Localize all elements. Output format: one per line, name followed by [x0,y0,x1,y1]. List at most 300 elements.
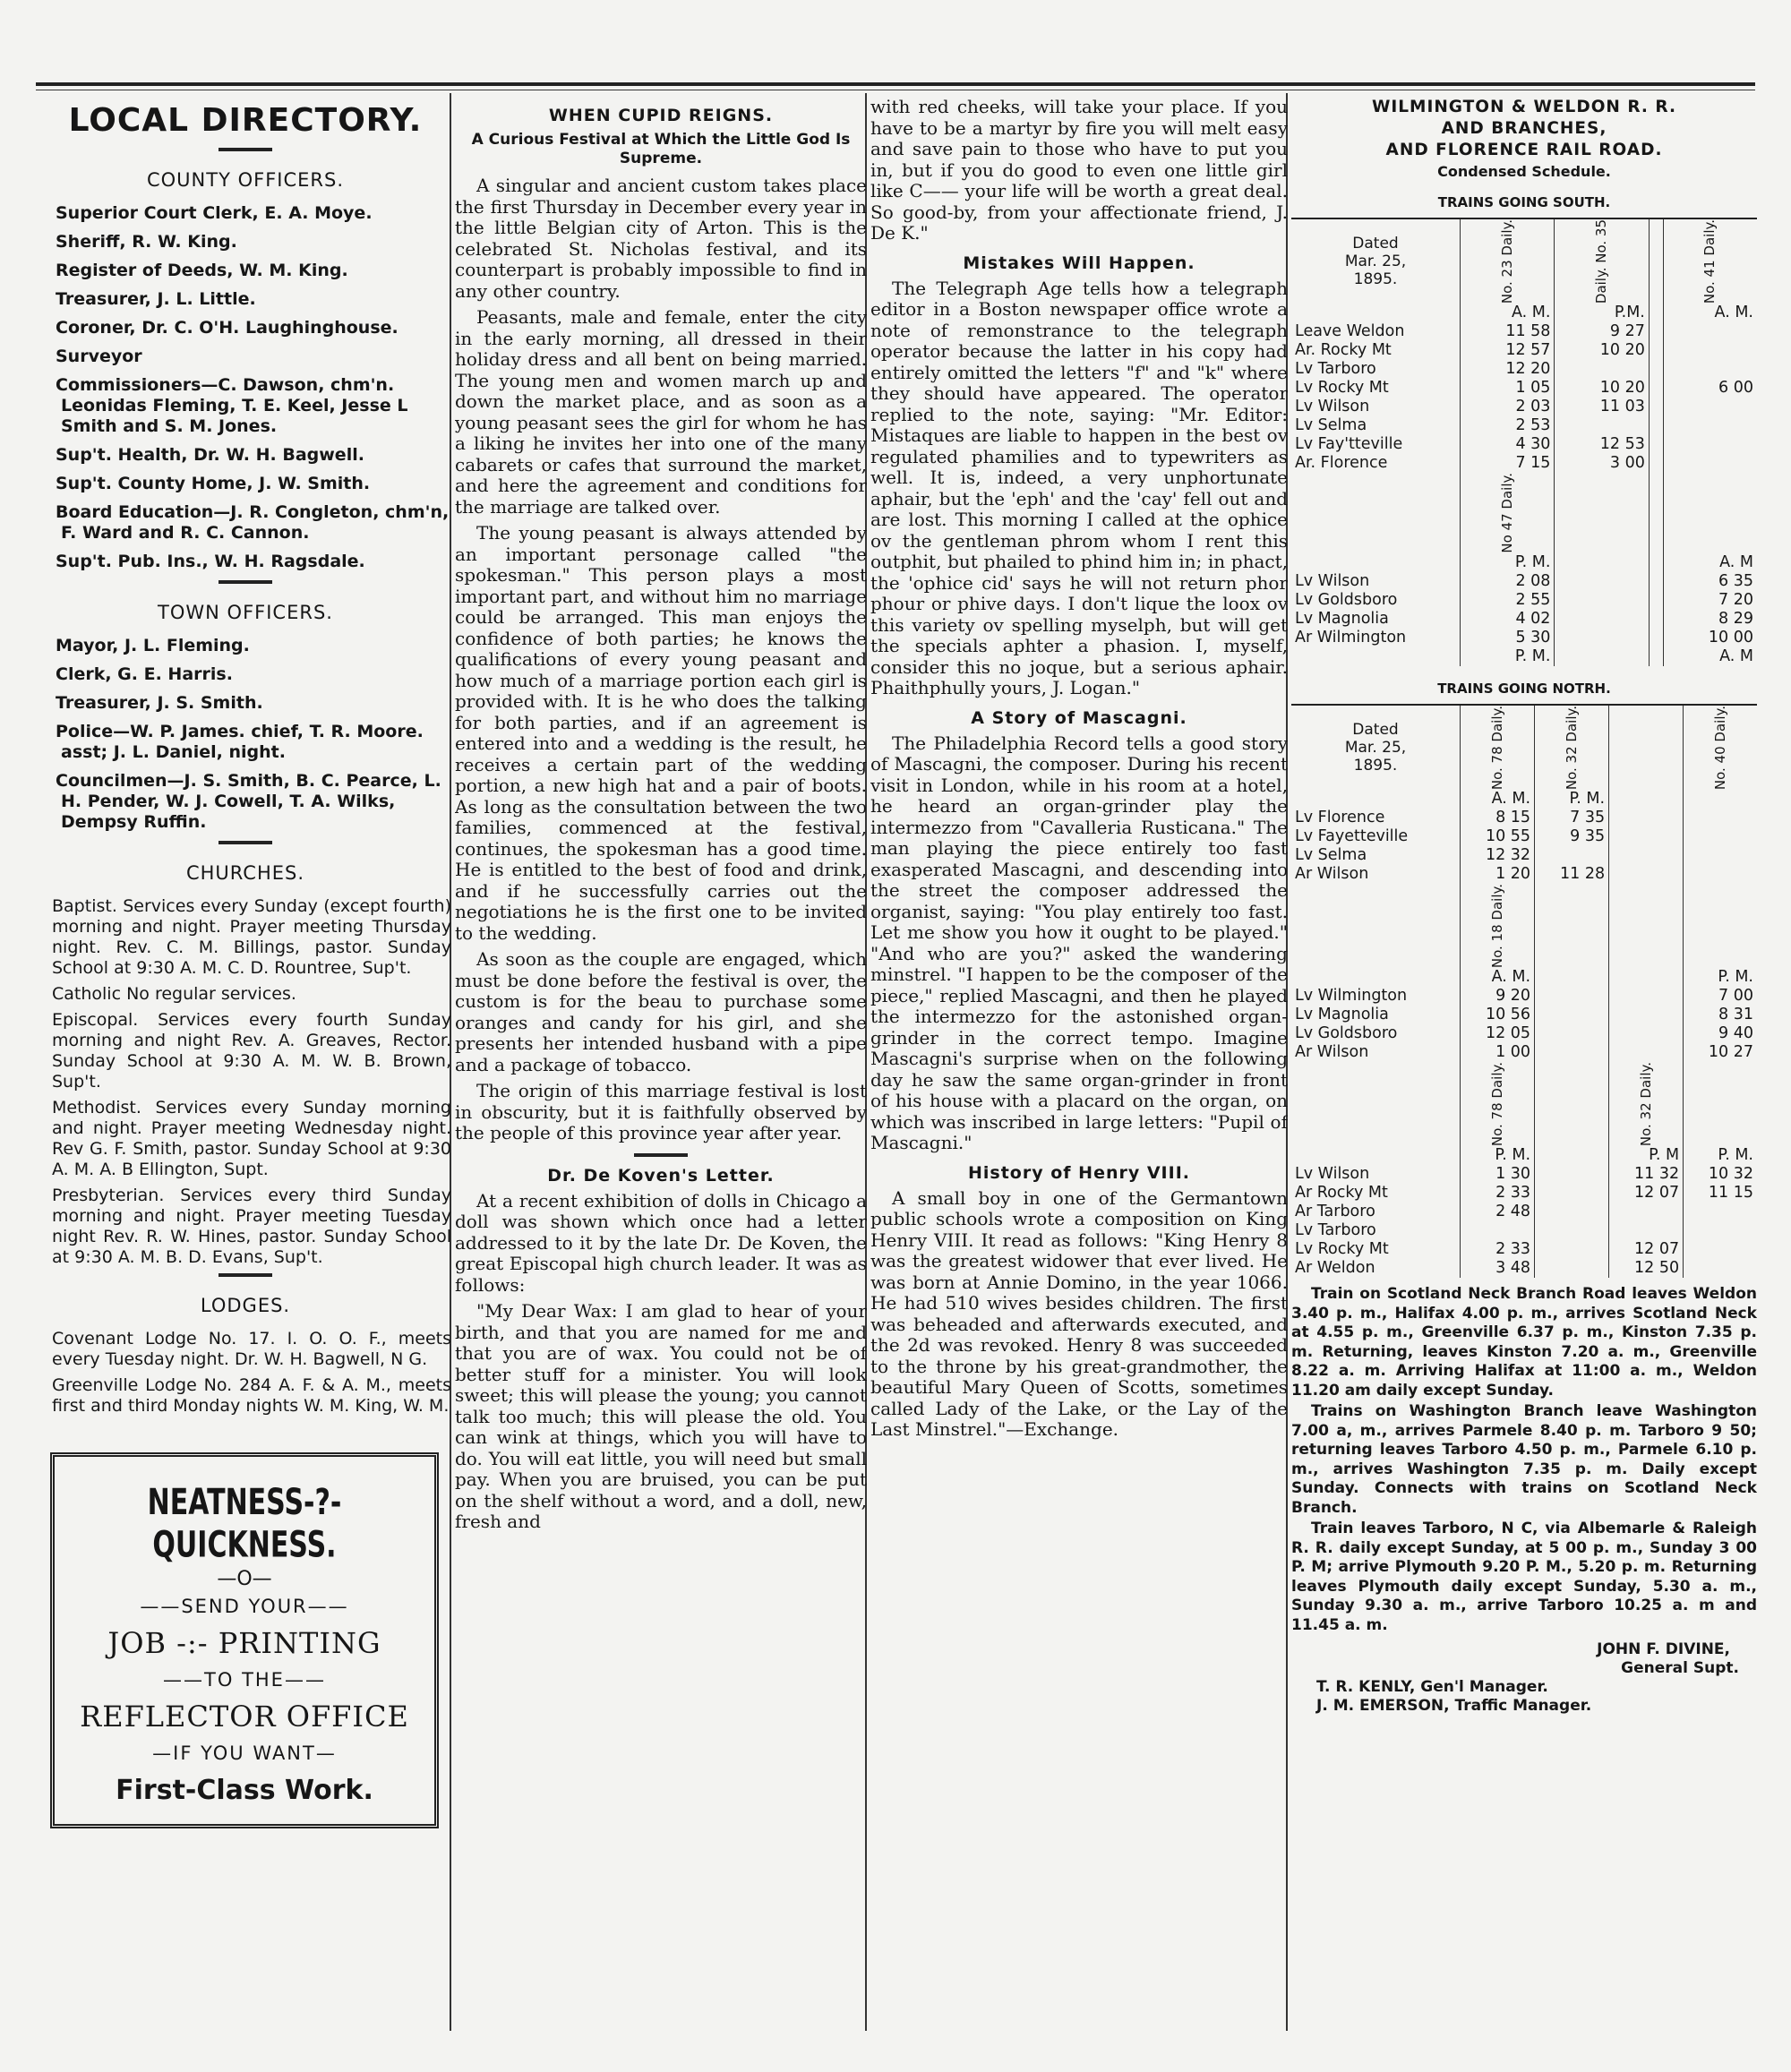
timetable-cell: Lv Wilson [1295,1165,1370,1184]
timetable-cell [1684,790,1757,809]
paragraph: The origin of this marriage festival is lost in obscurity, but it is faithfully observed by the people of this province year after year. [455,1080,867,1143]
timetable-cell [1649,341,1663,360]
timetable-cell: 10 27 [1684,1043,1757,1062]
church-entry: Presbyterian. Services every third Sunday morning and night. Prayer meeting Tuesday night Rev. R. W. Hines, pastor. Sunday School at 9:30 A. M. B. D. Evans, Sup't. [52,1186,451,1267]
timetable-row [1291,1043,1757,1062]
county-officer: Register of Deeds, W. M. King. [56,261,348,280]
timetable-cell: 12 07 [1609,1184,1684,1203]
county-officers-list [39,203,451,572]
timetable-row [1291,846,1757,865]
train-number-label: No. 32 Daily. [1637,1062,1654,1147]
timetable-cell [1535,1024,1609,1043]
timetable-cell: Ar. Florence [1295,454,1388,473]
timetable-cell: Lv Tarboro [1295,1221,1376,1240]
timetable-cell: A. M. [1663,304,1757,322]
timetable-cell: Lv Rocky Mt [1295,379,1389,398]
timetable-cell [1684,705,1757,790]
timetable-cell [1291,304,1461,322]
timetable-cell [1609,1062,1684,1146]
timetable-cell: 8 29 [1663,610,1757,629]
timetable-cell: Ar Rocky Mt [1295,1184,1388,1203]
dated-line: Dated [1352,235,1399,253]
railroad-note: Train leaves Tarboro, N C, via Albemarle & Raleigh R. R. daily except Sunday, at 5 00 p. m., Sunday 3 00 P. M; arrive Plymouth 9.20 P. M., 5.20 p. m. Returning leaves Plymouth daily except Sunday, 5.30 a. m., Sunday 9.30 a. m., arrive Tarboro 10.25 a. m and 11.45 a. m. [1291,1520,1757,1634]
churches-list [39,896,451,1268]
church-entry: Catholic No regular services. [52,984,296,1004]
railroad-subtitle: Condensed Schedule. [1437,163,1611,180]
timetable-cell: 12 53 [1555,435,1649,454]
timetable-cell [1684,1203,1757,1221]
timetable-row [1291,629,1757,647]
railroad-notes [1291,1285,1757,1635]
timetable-row [1291,1184,1757,1203]
timetable-cell [1663,454,1757,473]
churches-heading: CHURCHES. [185,862,305,884]
timetable-row [1291,1259,1757,1278]
dated-line: Dated [1352,721,1399,740]
lodge-entry: Greenville Lodge No. 284 A. F. & A. M., meets first and third Monday nights W. M. King, W. M. [52,1375,451,1416]
timetable-cell [1609,809,1684,827]
timetable-cell [1291,705,1461,790]
timetable-header-row [1291,218,1757,304]
timetable-cell [1663,322,1757,341]
paragraph: A small boy in one of the Germantown public schools wrote a composition on King Henry VIII. It read as follows: "King Henry 8 was the greatest widower that ever lived. He was born at Annie Domino, in the year 1066. He had 510 wives besides children. The first was beheaded and afterwards executed, and the 2d was revoked. Henry 8 was succeeded to the throne by his great-grandmother, the beautiful Mary Queen of Scotts, sometimes called Lady of the Lake, or the Lay of the Last Minstrel."—Exchange. [870,1186,1288,1440]
timetable-row [1291,379,1757,398]
timetable-cell [1649,473,1663,553]
train-number-label: No. 41 Daily. [1701,219,1718,304]
lodges-heading: LODGES. [200,1295,291,1316]
railroad-title-1: WILMINGTON & WELDON R. R. [1371,98,1677,116]
timetable-row [1291,987,1757,1006]
timetable-cell [1684,1259,1757,1278]
county-officer: Superior Court Clerk, E. A. Moye. [56,203,373,223]
timetable-cell: Lv Fay'tteville [1295,435,1403,454]
timetable-row [1291,591,1757,610]
train-number-label: No. 40 Daily. [1711,706,1728,791]
timetable-cell [1609,705,1684,790]
dekoven-continued: with red cheeks, will take your place. If you have to be a martyr by fire you will melt easy and save pain to those who have to put you in, but if you do good to even one little girl like C—— your life will be worth a great deal. So good-by, from your affectionate friend, J. De K." [870,97,1288,244]
timetable-cell [1663,473,1757,553]
timetable-cell [1291,884,1461,968]
timetable-cell: 9 27 [1555,322,1649,341]
divider [219,580,272,584]
signature-divine: JOHN F. DIVINE, [1597,1640,1730,1659]
mascagni-title: A Story of Mascagni. [971,707,1187,728]
timetable-cell [1649,591,1663,610]
ad-job-printing: JOB -:- PRINTING [107,1626,381,1660]
timetable-cell [1663,416,1757,435]
timetable-cell [1555,647,1649,666]
county-officer: Sup't. Health, Dr. W. H. Bagwell. [56,445,364,465]
timetable-cell: 11 32 [1609,1165,1684,1184]
timetable-cell [1663,360,1757,379]
timetable-cell [1663,341,1757,360]
henry-title: History of Henry VIII. [968,1162,1190,1183]
henry-body [870,1188,1288,1441]
paragraph: Peasants, male and female, enter the city in the early morning, all dressed in their holiday dress and all bent on being married. The young men and women march up and down the market place, and as soon as a young peasant sees the girl for whom he has a liking he invites her into one of the many cabarets or cafes that surround the market, and here the agreement and conditions for the marriage are talked over. [455,306,867,518]
timetable-cell [1649,629,1663,647]
church-entry: Baptist. Services every Sunday (except fourth) morning and night. Prayer meeting Thursday night. Rev. C. M. Billings, pastor. Sunday School at 9:30 A. M. C. D. Rountree, Sup't. [52,896,451,978]
article-column-2 [455,97,867,2036]
town-officer: Councilmen—J. S. Smith, B. C. Pearce, L. H. Pender, W. J. Cowell, T. A. Wilks, Dempsy Ruffin. [56,771,441,832]
timetable-cell: A. M [1663,647,1757,666]
paragraph: The Philadelphia Record tells a good story of Mascagni, the composer. During his recent visit in London, while in his room at a hotel, he heard an organ-grinder play the intermezzo from "Cavalleria Rusticana." The man playing the piece entirely too fast exasperated Mascagni, and descending into the street the composer addressed the organist, saying: "You play entirely too fast. Let me show you how it ought to be played." "And who are you?" asked the wandering minstrel. "I happen to be the composer of the piece," replied Mascagni, and then he played the intermezzo for the astonished organ-grinder in the correct tempo. Imagine Mascagni's surprise when on the following day he saw the same organ-grinder in front of his house with a placard on the organ, on which was inscribed in large letters: "Pupil of Mascagni." [870,732,1288,1153]
timetable-cell [1649,553,1663,572]
timetable-cell: 12 57 [1461,341,1555,360]
timetable-cell: 11 15 [1684,1184,1757,1203]
timetable-cell: 4 30 [1461,435,1555,454]
timetable-cell: P. M. [1684,968,1757,987]
paragraph: A singular and ancient custom takes place the first Thursday in December every year in the little Belgian city of Arton. This is the celebrated St. Nicholas festival, and its counterpart is probably impossible to find in any other country. [455,175,867,302]
timetable-row [1291,1203,1757,1221]
timetable-cell: A. M. [1461,968,1535,987]
ad-ornament: —O— [217,1568,272,1590]
mascagni-body [870,733,1288,1154]
train-number-label: No. 32 Daily. [1563,706,1580,791]
north-timetable [1291,704,1757,1278]
timetable-cell: 3 48 [1461,1259,1535,1278]
timetable-row [1291,968,1757,987]
timetable-cell: Ar Wilson [1295,865,1369,884]
timetable-cell [1535,1259,1609,1278]
timetable-row [1291,322,1757,341]
town-officer: Treasurer, J. S. Smith. [56,693,263,713]
train-number-label: No. 23 Daily. [1498,219,1515,304]
timetable-row [1291,398,1757,416]
south-timetable [1291,218,1757,666]
timetable-cell: P.M. [1555,304,1649,322]
timetable-cell [1555,553,1649,572]
timetable-cell: Ar Wilson [1295,1043,1369,1062]
ad-if-you-want: —IF YOU WANT— [152,1742,337,1764]
timetable-cell [1461,473,1555,553]
cupid-subtitle: A Curious Festival at Which the Little God Is Supreme. [471,131,851,167]
ad-first-class: First-Class Work. [116,1775,373,1806]
town-officer: Clerk, G. E. Harris. [56,664,233,684]
timetable-cell: 10 20 [1555,379,1649,398]
timetable-cell: 12 05 [1461,1024,1535,1043]
timetable-header-row [1291,473,1757,553]
timetable-cell: Lv Wilson [1295,398,1370,416]
dated-line: 1895. [1353,270,1398,289]
timetable-cell [1535,987,1609,1006]
timetable-cell: P. M. [1684,1146,1757,1165]
timetable-cell [1609,1203,1684,1221]
timetable-cell [1649,218,1663,304]
timetable-cell: 2 55 [1461,591,1555,610]
timetable-cell [1535,968,1609,987]
timetable-cell [1535,1146,1609,1165]
timetable-cell: 1 00 [1461,1043,1535,1062]
signature-emerson: J. M. EMERSON, Traffic Manager. [1316,1697,1592,1716]
timetable-cell [1609,1024,1684,1043]
paragraph: As soon as the couple are engaged, which must be done before the festival is over, the custom is for the beau to purchase some oranges and candy for his girl, and she presents her intended husband with a pipe and a package of tobacco. [455,948,867,1075]
timetable-cell: 6 00 [1663,379,1757,398]
timetable-cell: Lv Selma [1295,416,1367,435]
railroad-title-2: AND BRANCHES, [1441,119,1607,138]
timetable-cell: 7 00 [1684,987,1757,1006]
county-officer: Coroner, Dr. C. O'H. Laughinghouse. [56,318,398,338]
timetable-cell: Lv Florence [1295,809,1385,827]
timetable-cell: Leave Weldon [1295,322,1405,341]
timetable-cell: Ar Weldon [1295,1259,1375,1278]
divider [219,841,272,844]
timetable-cell: 1 30 [1461,1165,1535,1184]
dated-label [1295,721,1456,775]
directory-title: LOCAL DIRECTORY. [68,102,423,139]
timetable-cell: Lv Magnolia [1295,1006,1389,1024]
timetable-cell [1535,1165,1609,1184]
timetable-cell: 7 20 [1663,591,1757,610]
train-number-label: No 47 Daily. [1498,473,1515,553]
timetable-cell: Lv Rocky Mt [1295,1240,1389,1259]
timetable-cell [1291,790,1461,809]
timetable-cell [1609,987,1684,1006]
timetable-cell [1649,416,1663,435]
timetable-cell [1609,846,1684,865]
timetable-cell: 11 58 [1461,322,1555,341]
timetable-header-row [1291,884,1757,968]
timetable-cell [1649,360,1663,379]
timetable-row [1291,360,1757,379]
timetable-row [1291,610,1757,629]
dated-line: 1895. [1353,757,1398,775]
timetable-cell [1535,1184,1609,1203]
dated-line: Mar. 25, [1344,739,1407,758]
divider [219,1273,272,1277]
timetable-row [1291,1146,1757,1165]
timetable-cell [1291,473,1461,553]
railroad-column [1291,97,1757,2036]
train-number-label: No. 78 Daily. [1488,706,1505,791]
timetable-row [1291,304,1757,322]
timetable-row [1291,1006,1757,1024]
timetable-header-row [1291,1062,1757,1146]
train-number-label: No. 78 Daily. [1488,1062,1505,1147]
signature-kenly: T. R. KENLY, Gen'l Manager. [1316,1678,1548,1697]
timetable-cell: 12 07 [1609,1240,1684,1259]
timetable-row [1291,553,1757,572]
timetable-cell: 9 20 [1461,987,1535,1006]
timetable-cell: 1 20 [1461,865,1535,884]
timetable-cell [1649,572,1663,591]
timetable-cell [1555,610,1649,629]
timetable-cell [1663,398,1757,416]
timetable-cell: 2 48 [1461,1203,1535,1221]
county-officer: Board Education—J. R. Congleton, chm'n, F. Ward and R. C. Cannon. [56,502,450,543]
timetable-cell: 2 33 [1461,1240,1535,1259]
church-entry: Episcopal. Services every fourth Sunday morning and night Rev. A. Greaves, Rector. Sunday School at 9:30 A. M. W. B. Brown, Sup't. [52,1010,451,1092]
timetable-cell: P. M [1609,1146,1684,1165]
timetable-cell [1461,218,1555,304]
town-officer: Mayor, J. L. Fleming. [56,636,250,655]
timetable-cell [1649,304,1663,322]
timetable-cell: 10 56 [1461,1006,1535,1024]
cupid-body [455,176,867,1144]
timetable-cell: 10 32 [1684,1165,1757,1184]
county-officer: Sup't. Pub. Ins., W. H. Ragsdale. [56,552,365,571]
timetable-cell [1535,1043,1609,1062]
church-entry: Methodist. Services every Sunday morning and night. Prayer meeting Wednesday night. Rev G. F. Smith, pastor. Sunday School at 9:30 A. M. A. B Ellington, Supt. [52,1098,451,1179]
timetable-row [1291,827,1757,846]
timetable-cell [1291,553,1461,572]
timetable-cell [1291,218,1461,304]
timetable-cell [1461,884,1535,968]
timetable-cell: 11 28 [1535,865,1609,884]
railroad-note: Train on Scotland Neck Branch Road leaves Weldon 3.40 p. m., Halifax 4.00 p. m., arrives Scotland Neck at 4.55 p. m., Greenville 6.37 p. m., Kinston 7.35 p. m. Returning, leaves Kinston 7.20 a. m., Greenville 8.22 a. m. Arriving Halifax at 11:00 a. m., Weldon 11.20 am daily except Sunday. [1291,1285,1757,1400]
divider [219,148,272,151]
timetable-cell: P. M. [1461,1146,1535,1165]
timetable-cell [1535,884,1609,968]
timetable-cell: 12 32 [1461,846,1535,865]
timetable-cell [1609,1006,1684,1024]
timetable-cell [1535,1221,1609,1240]
timetable-cell [1555,591,1649,610]
timetable-cell [1555,360,1649,379]
timetable-cell [1535,1240,1609,1259]
timetable-header-row [1291,705,1757,790]
train-number-label: Daily. No. 35 [1593,219,1610,304]
timetable-row [1291,809,1757,827]
timetable-cell [1663,218,1757,304]
timetable-cell: P. M. [1535,790,1609,809]
timetable-cell [1609,790,1684,809]
timetable-cell [1461,1062,1535,1146]
timetable-cell [1291,968,1461,987]
timetable-cell: 10 00 [1663,629,1757,647]
timetable-cell [1684,846,1757,865]
ad-office: REFLECTOR OFFICE [80,1700,409,1734]
dekoven-title: Dr. De Koven's Letter. [547,1165,775,1186]
timetable-cell: 9 35 [1535,827,1609,846]
mistakes-body [870,278,1288,699]
timetable-row [1291,1221,1757,1240]
timetable-cell: Lv Magnolia [1295,610,1389,629]
timetable-cell: Lv Goldsboro [1295,591,1398,610]
timetable-cell [1291,647,1461,666]
timetable-cell: 8 15 [1461,809,1535,827]
timetable-cell [1684,884,1757,968]
timetable-cell [1555,416,1649,435]
timetable-cell: 10 55 [1461,827,1535,846]
timetable-cell [1609,1043,1684,1062]
timetable-cell: 12 50 [1609,1259,1684,1278]
timetable-cell: 11 03 [1555,398,1649,416]
timetable-cell: 9 40 [1684,1024,1757,1043]
timetable-cell: 2 33 [1461,1184,1535,1203]
timetable-cell: 2 08 [1461,572,1555,591]
timetable-cell: 12 20 [1461,360,1555,379]
town-officers-list [39,636,451,833]
timetable-cell [1609,827,1684,846]
paragraph: "My Dear Wax: I am glad to hear of your birth, and that you are named for me and that you are of wax. You could not be of better stuff for a minister. You will look sweet; this will please the young; you cannot talk too much; this will please the old. You can wink at things, which you will have to do. You will eat little, you will need but small pay. When you are bruised, you can be put on the shelf without a word, and a doll, new, fresh and [455,1300,867,1532]
timetable-row [1291,341,1757,360]
timetable-cell: Lv Selma [1295,846,1367,865]
timetable-cell: Lv Wilmington [1295,987,1408,1006]
county-officer: Surveyor [56,347,142,366]
paragraph: The Telegraph Age tells how a telegraph editor in a Boston newspaper office wrote a note of remonstrance to the telegraph operator because the latter in his copy had entirely omitted the letters "f" and "k" where they should have appeared. The operator replied to the note, saying: "Mr. Editor: Mistaques are liable to happen in the best ov regulated phamilies and to typewriters as well. It is, indeed, a very unphortunate aphair, but the 'eph' and the 'cay' fell out and are lost. This morning I called at the ophice ov the gentleman phrom whom I rent this outphit, but phailed to phind him in; in phact, the 'ophice cid' says he will not return phor phour or phive days. I don't lique the loox ov this variety ov spelling myselph, but will get the specials aphter a phasion. I, myself, consider this no joque, but a serious aphair. Phaithphully yours, J. Logan." [870,277,1288,698]
timetable-cell [1555,629,1649,647]
timetable-cell [1291,1062,1461,1146]
timetable-row [1291,435,1757,454]
timetable-cell [1535,846,1609,865]
timetable-row [1291,454,1757,473]
timetable-cell: Lv Tarboro [1295,360,1376,379]
timetable-cell [1649,647,1663,666]
timetable-cell [1555,473,1649,553]
timetable-cell [1291,1146,1461,1165]
signature-divine-title: General Supt. [1621,1659,1739,1678]
timetable-cell [1649,322,1663,341]
timetable-cell: Ar. Rocky Mt [1295,341,1392,360]
timetable-row [1291,790,1757,809]
timetable-cell: 5 30 [1461,629,1555,647]
timetable-cell: 7 35 [1535,809,1609,827]
south-heading: TRAINS GOING SOUTH. [1437,194,1611,210]
timetable-cell: Lv Wilson [1295,572,1370,591]
timetable-cell [1609,884,1684,968]
dekoven-body [455,1191,867,1533]
timetable-cell [1649,610,1663,629]
timetable-cell [1535,1006,1609,1024]
timetable-cell: 2 03 [1461,398,1555,416]
railroad-title-3: AND FLORENCE RAIL ROAD. [1385,141,1663,159]
timetable-cell: A. M. [1461,790,1535,809]
timetable-cell [1609,968,1684,987]
timetable-cell [1461,1221,1535,1240]
train-number-label: No. 18 Daily. [1488,884,1505,969]
timetable-cell [1684,1221,1757,1240]
timetable-cell: 8 31 [1684,1006,1757,1024]
timetable-cell: 1 05 [1461,379,1555,398]
timetable-cell [1649,435,1663,454]
timetable-cell [1663,435,1757,454]
timetable-cell [1649,379,1663,398]
ad-send: ——SEND YOUR—— [140,1596,349,1617]
timetable-cell: 6 35 [1663,572,1757,591]
timetable-cell: Lv Goldsboro [1295,1024,1398,1043]
timetable-cell [1535,1203,1609,1221]
timetable-cell: 10 20 [1555,341,1649,360]
timetable-cell [1535,705,1609,790]
lodges-list [39,1329,451,1417]
timetable-cell [1649,454,1663,473]
timetable-cell [1684,827,1757,846]
dated-label [1295,235,1456,288]
timetable-row [1291,1240,1757,1259]
top-rule [36,82,1755,86]
timetable-cell [1684,1062,1757,1146]
printing-advertisement [50,1452,439,1828]
timetable-cell: 3 00 [1555,454,1649,473]
north-heading: TRAINS GOING NOTRH. [1437,681,1611,698]
timetable-cell [1555,218,1649,304]
timetable-row [1291,865,1757,884]
ad-to-the: ——TO THE—— [163,1669,326,1691]
dated-line: Mar. 25, [1344,253,1407,271]
timetable-cell [1684,809,1757,827]
timetable-cell: Lv Fayetteville [1295,827,1409,846]
timetable-cell: P. M. [1461,553,1555,572]
cupid-title: WHEN CUPID REIGNS. [548,106,774,125]
timetable-cell [1535,1062,1609,1146]
article-column-3 [870,97,1288,2036]
directory-column [39,97,451,2036]
timetable-cell: A. M [1663,553,1757,572]
paragraph: The young peasant is always attended by an important personage called "the spokesman." This person plays a most important part, and without him no marriage could be arranged. This man enjoys the confidence of both parties; he knows the qualifications of every young peasant and how much of a marriage portion each girl is provided with. It is he who does the talking for both parties, and if an agreement is entered into and a wedding is the result, he receives a certain part of the wedding portion, a new high hat and a pair of boots. As long as the consultation between the two families, commenced at the festival, continues, the spokesman has a good time. He is entitled to the best of food and drink, and if he successfully carries out the negotiations he is the first one to be invited to the wedding. [455,522,867,944]
timetable-cell [1649,398,1663,416]
divider [634,1153,688,1157]
ad-headline: NEATNESS-?-QUICKNESS. [147,1481,342,1567]
